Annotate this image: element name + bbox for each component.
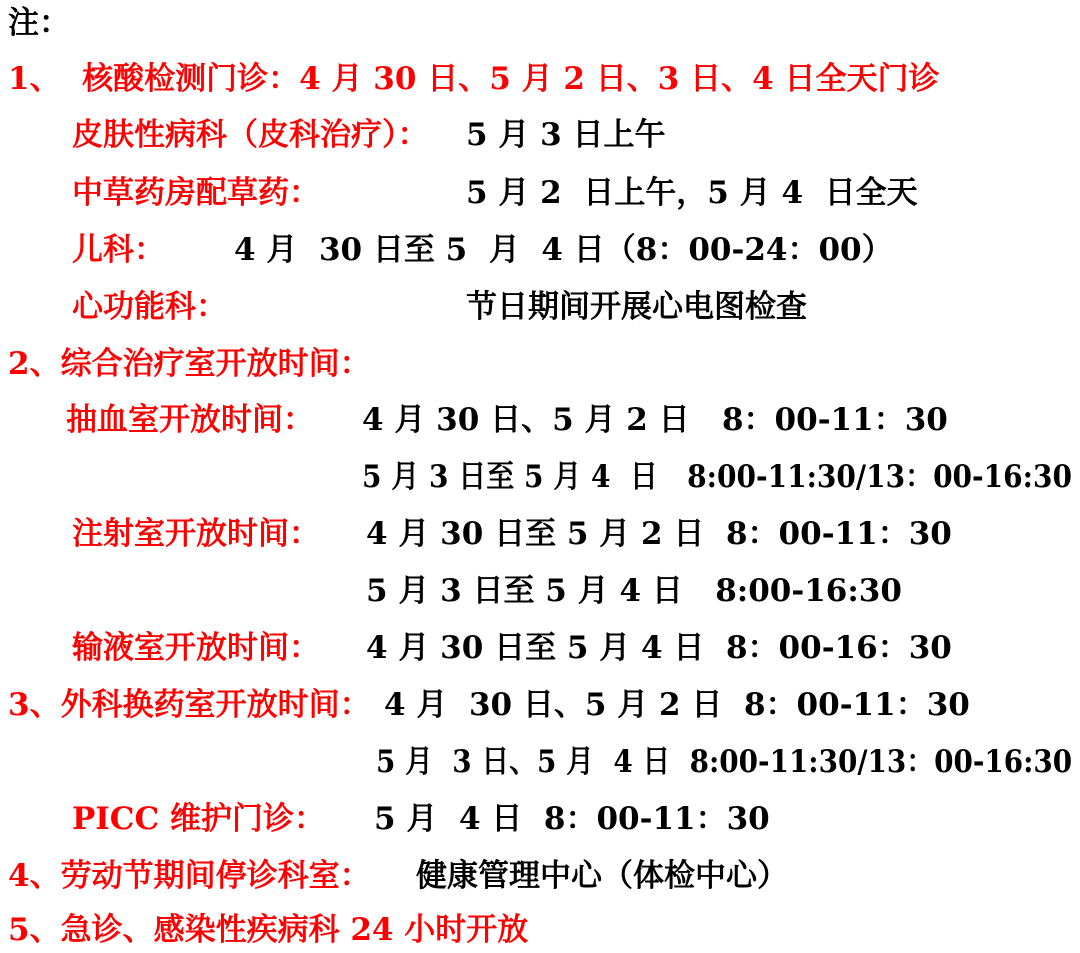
picc-clinic-label: PICC 维护门诊： — [72, 801, 325, 837]
picc-clinic-time: 5 月 4 日 8：00-11：30 — [374, 801, 770, 837]
dressing-room-time-1: 4 月 30 日、5 月 2 日 8：00-11：30 — [384, 687, 970, 723]
section-3-heading: 3、外科换药室开放时间： — [8, 687, 371, 723]
herbal-pharmacy-schedule: 5 月 2 日上午，5 月 4 日全天 — [466, 175, 918, 211]
section-4-heading: 4、劳动节期间停诊科室： — [8, 858, 371, 894]
infusion-room-label: 输液室开放时间： — [72, 630, 320, 666]
section-1-heading: 1、 核酸检测门诊：4 月 30 日、5 月 2 日、3 日、4 日全天门诊 — [8, 61, 940, 97]
blood-room-time-2: 5 月 3 日至 5 月 4 日 8:00-11:30/13：00-16:30 — [362, 459, 1072, 495]
dermatology-schedule: 5 月 3 日上午 — [466, 117, 666, 153]
herbal-pharmacy-label: 中草药房配草药： — [72, 175, 320, 211]
section-5-heading: 5、急诊、感染性疾病科 24 小时开放 — [8, 912, 529, 948]
injection-room-time-2: 5 月 3 日至 5 月 4 日 8:00-16:30 — [366, 573, 902, 609]
closed-department: 健康管理中心（体检中心） — [416, 858, 788, 894]
infusion-room-time: 4 月 30 日至 5 月 4 日 8：00-16：30 — [366, 630, 952, 666]
blood-room-label: 抽血室开放时间： — [66, 402, 314, 438]
pediatrics-label: 儿科： — [72, 232, 165, 268]
injection-room-label: 注射室开放时间： — [72, 516, 320, 552]
cardiac-function-schedule: 节日期间开展心电图检查 — [466, 289, 807, 325]
dermatology-label: 皮肤性病科（皮科治疗）： — [72, 117, 429, 153]
section-2-heading: 2、综合治疗室开放时间： — [8, 346, 371, 382]
cardiac-function-label: 心功能科： — [72, 289, 227, 325]
blood-room-time-1: 4 月 30 日、5 月 2 日 8：00-11：30 — [362, 402, 948, 438]
note-header: 注： — [8, 5, 70, 41]
injection-room-time-1: 4 月 30 日至 5 月 2 日 8：00-11：30 — [366, 516, 952, 552]
pediatrics-schedule: 4 月 30 日至 5 月 4 日（8：00-24：00） — [234, 232, 893, 268]
dressing-room-time-2: 5 月 3 日、5 月 4 日 8:00-11:30/13：00-16:30 — [376, 744, 1073, 780]
